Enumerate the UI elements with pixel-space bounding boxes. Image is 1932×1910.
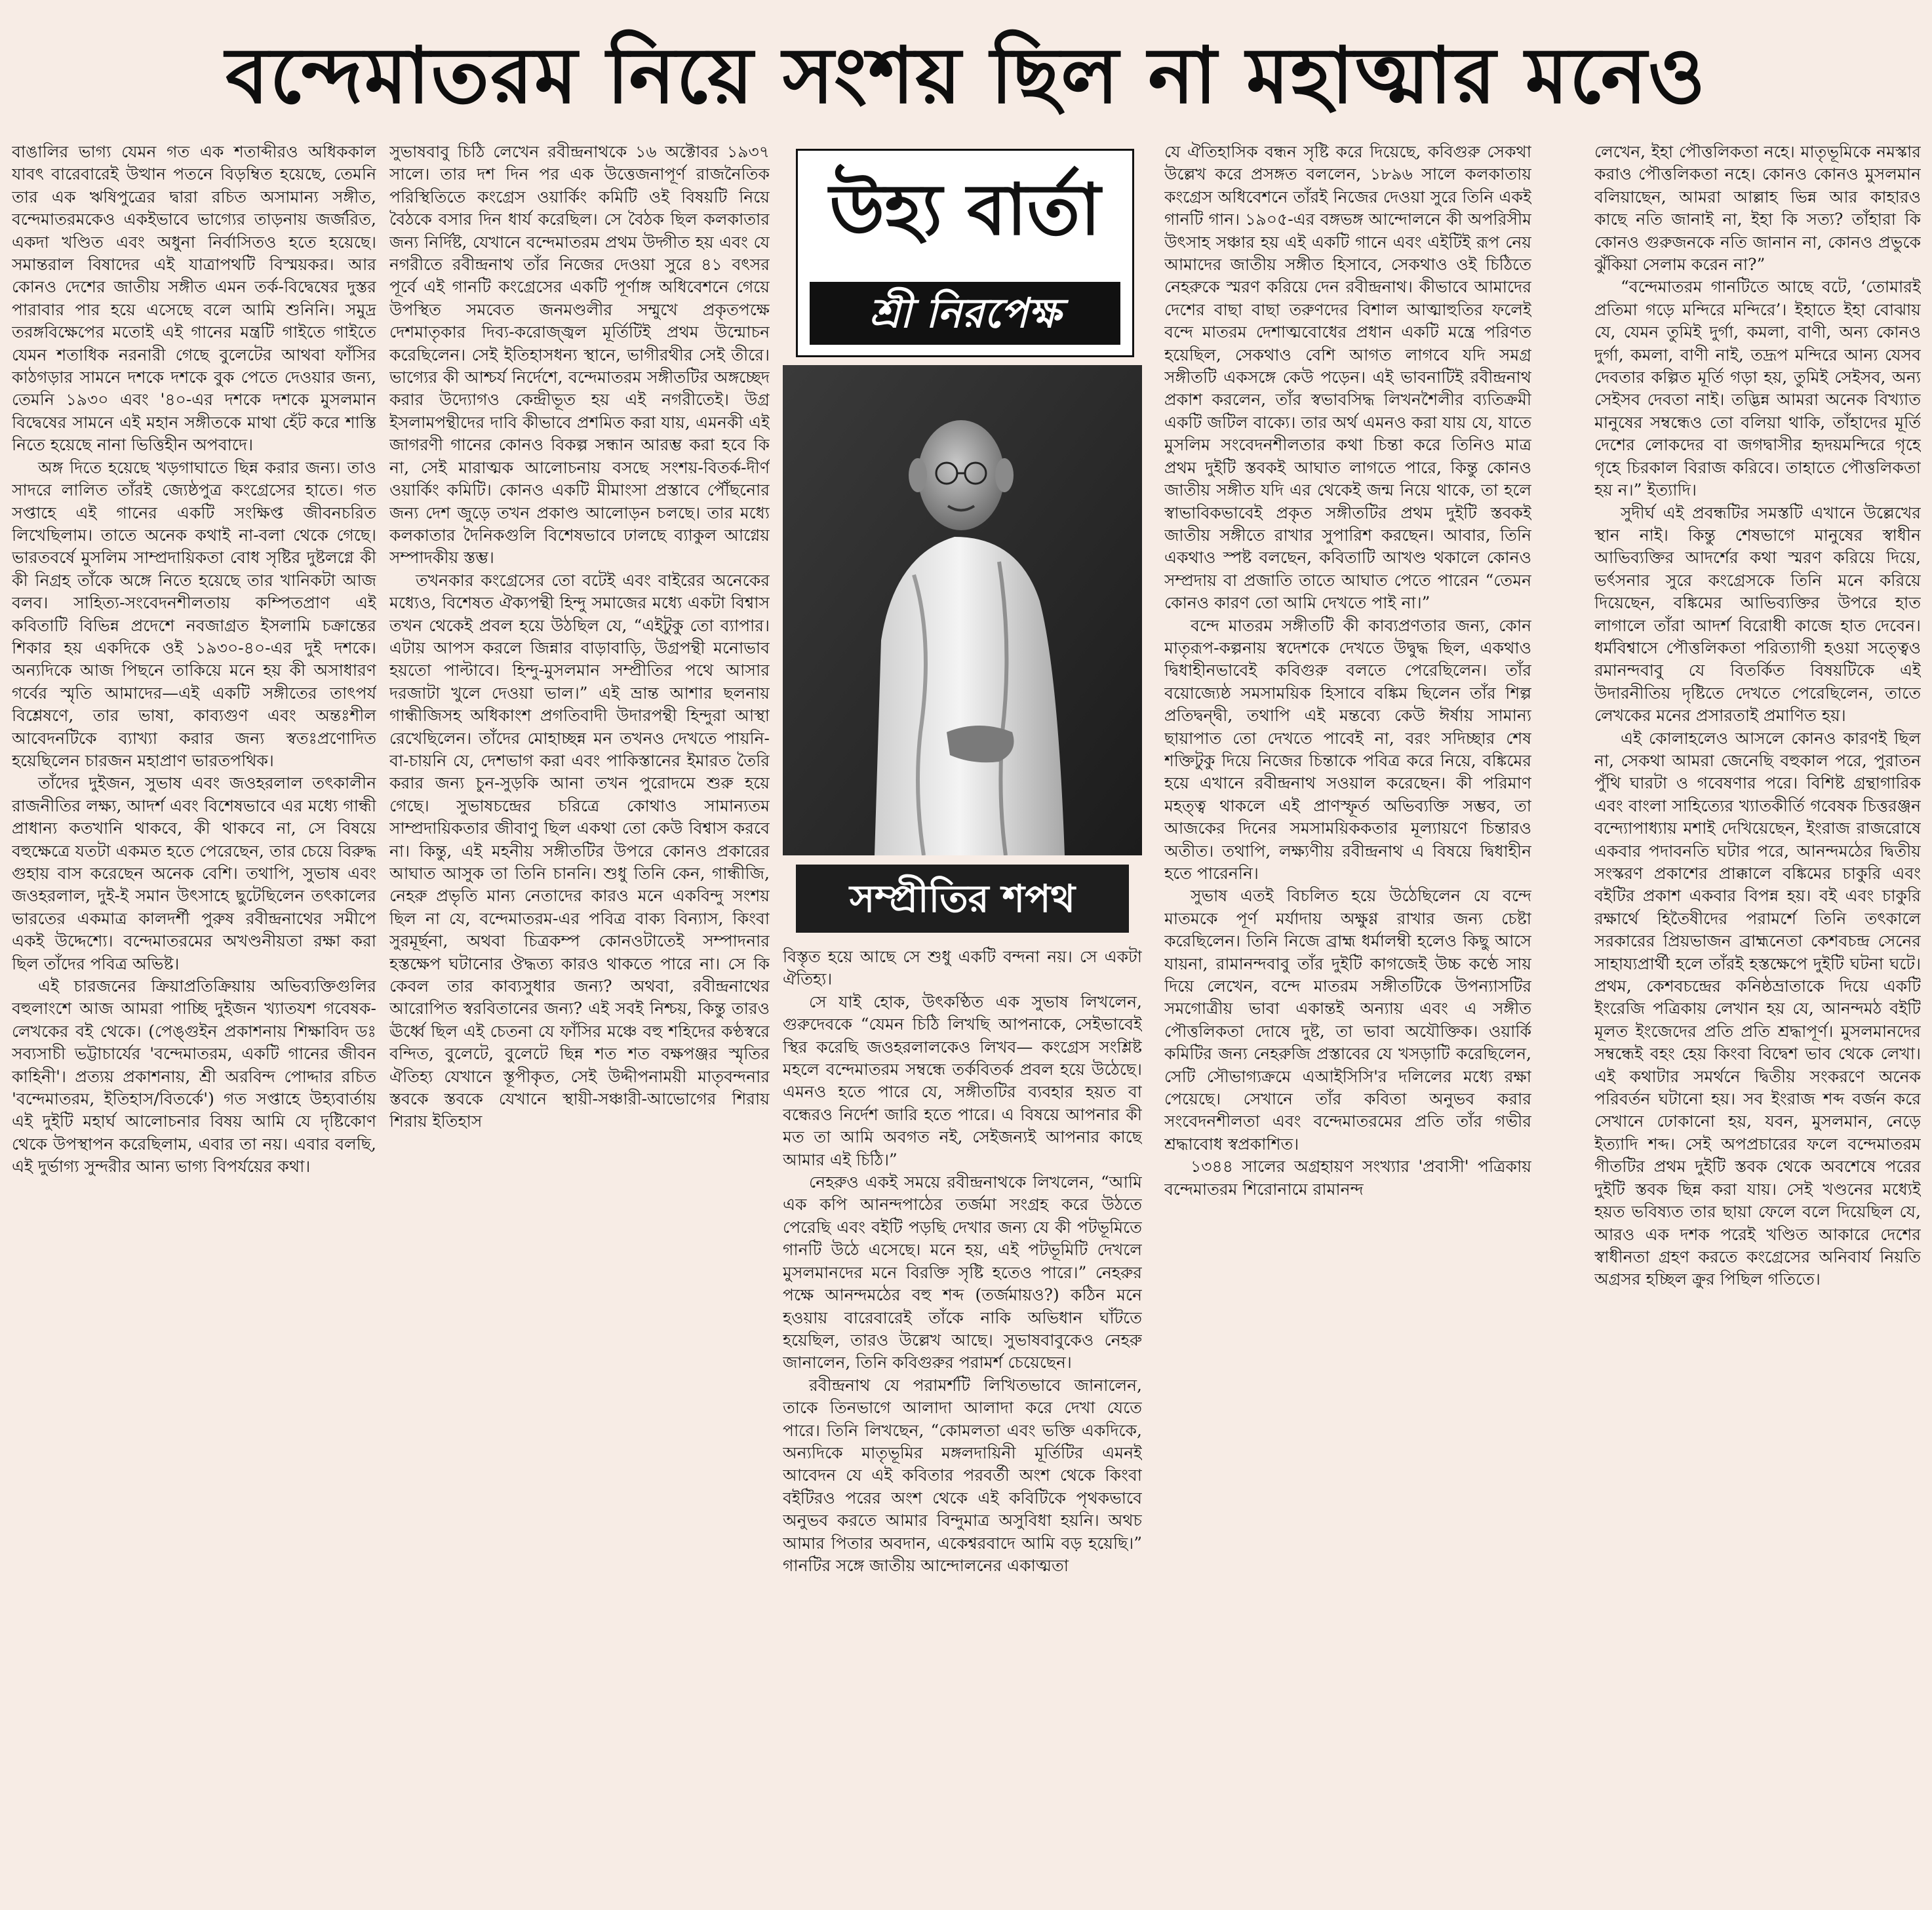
paragraph: লেখেন, ইহা পৌত্তলিকতা নহে। মাতৃভূমিকে নমস্কার করাও পৌত্তলিকতা নহে। কোনও কোনও মুসলমান বলিয়াছেন, আমরা আল্লাহ ভিন্ন আর কাহারও কাছে নতি জানাই না, ইহা কি সত্য? তাঁহারা কি কোনও গুরুজনকে নতি জানান না, কোনও প্রভুকে ঝুঁকিয়া সেলাম করেন না?” [1594,142,1921,275]
paragraph: রবীন্দ্রনাথ যে পরামর্শটি লিখিতভাবে জানালেন, তাকে তিনভাগে আলাদা আলাদা করে দেখা যেতে পারে। তিনি লিখছেন, “কোমলতা এবং ভক্তি একদিকে, অন্যদিকে মাতৃভূমির মঙ্গলদায়িনী মূর্তিটির এমনই আবেদন যে এই কবিতার পরবর্তী অংশ থেকে কিংবা বইটিরও পরের অংশ থেকে এই কবিটিকে পৃথকভাবে অনুভব করতে আমার বিন্দুমাত্র অসুবিধা হয়নি। অথচ আমার পিতার অবদান, একেশ্বরবাদে আমি বড় হয়েছি।” গানটির সঙ্গে জাতীয় আন্দোলনের একাত্মতা [783,1375,1142,1575]
article-column-2 [389,141,770,1898]
paragraph: ১৩৪৪ সালের অগ্রহায়ণ সংখ্যার 'প্রবাসী' পত্রিকায় বন্দেমাতরম শিরোনামে রামানন্দ [1164,1157,1531,1199]
column-title: উহ্য বার্তা [829,169,1101,251]
paragraph: বিস্তৃত হয়ে আছে সে শুধু একটি বন্দনা নয়। সে একটা ঐতিহ্য। [783,947,1142,989]
paragraph: এই চারজনের ক্রিয়াপ্রতিক্রিয়ায় অভিব্যক্তিগুলির বহুলাংশে আজ আমরা পাচ্ছি দুইজন খ্যাতযশ গবেষক-লেখকের বই থেকে। (পেঙ্গুইন প্রকাশনায় শিক্ষাবিদ ডঃ সব্যসাচী ভট্টাচার্যের 'বন্দেমাতরম, একটি গানের জীবন কাহিনী'। প্রত্যয় প্রকাশনায়, শ্রী অরবিন্দ পোদ্দার রচিত 'বন্দেমাতরম, ইতিহাস/বিতর্কে') গত সপ্তাহে উহ্যবার্তায় এই দুইটি মহার্ঘ আলোচনার বিষয় আমি যে দৃষ্টিকোণ থেকে উপস্থাপন করেছিলাম, এবার তা নয়। এবার বলছি, এই দুর্ভাগ্য সুন্দরীর আন্য ভাগ্য বিপর্যয়ের কথা। [12,977,376,1177]
paragraph: যে ঐতিহাসিক বন্ধন সৃষ্টি করে দিয়েছে, কবিগুরু সেকথা উল্লেখ করে প্রসঙ্গত বললেন, ১৮৯৬ সালে কলকাতায় কংগ্রেস অধিবেশনে তাঁরই নিজের দেওয়া সুরে তিনি একই গানটি গান। ১৯০৫-এর বঙ্গভঙ্গ আন্দোলনে কী অপরিসীম উৎসাহ সঞ্চার হয় এই একটি গানে এবং এইটিই রূপ নেয় আমাদের জাতীয় সঙ্গীত হিসাবে, সেকথাও ওই চিঠিতে নেহরুকে স্মরণ করিয়ে দেন রবীন্দ্রনাথ। কীভাবে আমাদের দেশের বাছা বাছা তরুণদের বিশাল আত্মাহুতির ফলেই বন্দে মাতরম দেশাত্মবোধের প্রধান একটি মন্ত্রে পরিণত হয়েছিল, সেকথাও বেশি আগত লাগবে যদি সমগ্র সঙ্গীতটি একসঙ্গে কেউ পড়েন। এই ভাবনাটিই রবীন্দ্রনাথ প্রকাশ করলেন, তাঁর স্বভাবসিদ্ধ লিখনশৈলীর ব্যতিক্রমী একটি জটিল বাক্যে। তার অর্থ এমনও করা যায় যে, যাতে মুসলিম সংবেদনশীলতার কথা চিন্তা করে তিনিও মাত্র প্রথম দুইটি স্তবকই আঘাত লাগতে পারে, কিন্তু কোনও জাতীয় সঙ্গীত যদি এর থেকেই জন্ম নিয়ে থাকে, তা হলে স্বাভাবিকভাবেই প্রকৃত সঙ্গীতটির প্রথম দুইটি স্তবকই জাতীয় সঙ্গীতে রাখার সুপারিশ করছেন। আবার, তিনি একথাও স্পষ্ট বলছেন, কবিতাটি আখণ্ড থকালে কোনও সম্প্রদায় বা প্রজাতি তাতে আঘাত পেতে পারেন “তেমন কোনও কারণ তো আমি দেখতে পাই না।” [1164,142,1531,613]
paragraph: সুভাষ এতই বিচলিত হয়ে উঠেছিলেন যে বন্দে মাতমকে পূর্ণ মর্যাদায় অক্ষুণ্ণ রাখার জন্য চেষ্টা করেছিলেন। তিনি নিজে ব্রাহ্ম ধর্মালম্বী হলেও কিছু আসে যায়না, রামানন্দবাবু তাঁর দুইটি কাগজেই উচ্চ কণ্ঠে সায় দিয়ে লেখেন, বন্দে মাতরম সঙ্গীতটিকে উপন্যাসটির সমগোত্রীয় ভাবা একান্তই অন্যায় এবং এ সঙ্গীত পৌত্তলিকতা দোষে দুষ্ট, তা ভাবা অযৌক্তিক। ওয়ার্কি কমিটির জন্য নেহরুজি প্রস্তাবের যে খসড়াটি করেছিলেন, সেটি সৌভাগ্যক্রমে এআইসিসি'র দলিলের মধ্যে রক্ষা পেয়েছে। সেখানে তাঁর কবিতা অনুভব করার সংবেদনশীলতা এবং বন্দেমাতরমের প্রতি তাঁর গভীর শ্রদ্ধাবোধ স্বপ্রকাশিত। [1164,886,1531,1154]
paragraph: সুভাষবাবু চিঠি লেখেন রবীন্দ্রনাথকে ১৬ অক্টোবর ১৯৩৭ সালে। তার দশ দিন পর এক উত্তেজনাপূর্ণ রাজনৈতিক পরিস্থিতিতে কংগ্রেস ওয়ার্কিং কমিটি ওই বিষয়টি নিয়ে বৈঠকে বসার দিন ধার্য করেছিল। সে বৈঠক ছিল কলকাতার জন্য নির্দিষ্ট, যেখানে বন্দেমাতরম প্রথম উদ্গীত হয় এবং যে নগরীতে রবীন্দ্রনাথ তাঁর নিজের দেওয়া সুরে ৪১ বৎসর পূর্বে এই গানটি কংগ্রেসের একটি পূর্ণাঙ্গ অধিবেশনে গেয়ে উপস্থিত সমবেত জনমণ্ডলীর সম্মুখে প্রকৃতপক্ষে দেশমাতৃকার দিব্য-করোজ্জ্বল মূর্তিটিই প্রথম উন্মোচন করেছিলেন। সেই ইতিহাসধন্য স্থানে, ভাগীরথীর সেই তীরে। ভাগ্যের কী আশ্চর্য নির্দেশে, বন্দেমাতরম সঙ্গীতটির অঙ্গচ্ছেদ করার উদ্যোগও কেন্দ্রীভূত হয় এই নগরীতেই। উগ্র ইসলামপন্থীদের দাবি কীভাবে প্রশমিত করা যায়, এমনকী এই জাগরণী গানের কোনও বিকল্প সন্ধান আরম্ভ করা হবে কি না, সেই মারাত্মক আলোচনায় বসছে সংশয়-বিতর্ক-দীর্ণ ওয়ার্কিং কমিটি। কোনও একটি মীমাংসা প্রস্তাবে পৌঁছনোর জন্য দেশ জুড়ে তখন প্রকাণ্ড আলোড়ন চলছে। তার মধ্যে কলকাতার দৈনিকগুলি বিশেষভাবে ঢালছে ব্যাকুল আগ্নেয় সম্পাদকীয় স্তম্ভ। [389,142,770,568]
column-author: শ্রী নিরপেক্ষ [810,282,1120,345]
portrait-illustration [783,365,1142,855]
article-column-1 [12,141,376,1898]
photo-caption: সম্প্রীতির শপথ [796,865,1129,933]
paragraph: সুদীর্ঘ এই প্রবন্ধটির সমস্তটি এখানে উল্লেখের স্থান নাই। কিন্তু শেষভাগে মানুষের স্বাধীন আভিব্যক্তির আদর্শের কথা স্মরণ করিয়ে দিয়ে, ভর্ৎসনার সুরে কংগ্রেসকে তিনি মনে করিয়ে দিয়েছেন, বঙ্কিমের আভিব্যক্তির উপরে হাত লাগালে তাঁরা আদর্শ বিরোধী কাজে হাত দেবেন। ধর্মবিশ্বাসে পৌত্তলিকতা পরিত্যাগী হওয়া সত্ত্বেও রমানন্দবাবু যে বিতর্কিত বিষয়টিকে এই উদারনীতিয় দৃষ্টিতে দেখতে পেরেছিলেন, তাতে লেখকের মনের প্রসারতাই প্রমাণিত হয়। [1594,503,1921,726]
article-column-4 [1164,141,1531,1898]
paragraph: নেহরুও একই সময়ে রবীন্দ্রনাথকে লিখলেন, “আমি এক কপি আনন্দপাঠের তর্জমা সংগ্রহ করে উঠতে পেরেছি এবং বইটি পড়ছি দেখার জন্য যে কী পটভূমিতে গানটি উঠে এসেছে। মনে হয়, এই পটভূমিটি দেখলে মুসলমানদের মনে বিরক্তি সৃষ্টি হতেও পারে।” নেহরুর পক্ষে আনন্দমঠের বহু শব্দ (তর্জমায়ও?) কঠিন মনে হওয়ায় বারেবারেই তাঁকে নাকি অভিধান ঘাঁটতে হয়েছিল, তারও উল্লেখ আছে। সুভাষবাবুকেও নেহরু জানালেন, তিনি কবিগুরুর পরামর্শ চেয়েছেন। [783,1173,1142,1373]
paragraph: এই কোলাহলেও আসলে কোনও কারণই ছিল না, সেকথা আমরা জেনেছি বহুকাল পরে, পুরাতন পুঁথি ঘারটা ও গবেষণার পরে। বিশিষ্ট গ্রন্থাগারিক এবং বাংলা সাহিত্যের খ্যাতকীর্তি গবেষক চিত্তরঞ্জন বন্দ্যোপাধ্যায় মশাই দেখিয়েছেন, ইংরাজ রাজরোষে একবার পদাবনতি ঘটার পরে, আনন্দমঠের দ্বিতীয় সংস্করণ প্রকাশের প্রাক্কালে বঙ্কিমের চাকুরি এবং বইটির প্রকাশ একবার বিপন্ন হয়। বই এবং চাকুরি রক্ষার্থে হিতৈষীদের পরামর্শে তিনি তৎকালে সরকারের প্রিয়ভাজন ব্রাহ্মনেতা কেশবচন্দ্র সেনের সাহায্যপ্রার্থী হলে তাঁরই হস্তক্ষেপে দুইটি ঘটনা ঘটে। প্রথম, কেশবচন্দ্রের কনিষ্ঠভ্রাতাকে দিয়ে একটি ইংরেজি পত্রিকায় লেখান হয় যে, আনন্দমঠ বইটি মূলত ইংজেদের প্রতি প্রতি শ্রদ্ধাপূর্ণ। মুসলমানদের সম্বন্ধেই বহং হেয় কিংবা বিদ্বেশ ভাব থেকে লেখা। এই কথাটার সমর্থনে দ্বিতীয় সংকরণে অনেক পরিবর্তন ঘটানো হয়। সব ইংরাজ শব্দ বর্জন করে সেখানে ঢোকানো হয়, যবন, মুসলমান, নেড়ে ইত্যাদি শব্দ। সেই অপপ্রচারের ফলে বন্দেমাতরম গীতটির প্রথম দুইটি স্তবক থেকে অবশেষে পরের দুইটি স্তবক ছিন্ন করা যায়। সেই খণ্ডনের মধ্যেই হয়ত ভবিষ্যত তার ছায়া ফেলে বলে দিয়েছিল যে, আরও এক দশক পরেই খণ্ডিত আকারে দেশের স্বাধীনতা গ্রহণ করতে কংগ্রেসের অনিবার্য নিয়তি অগ্রসর হচ্ছিল ক্রুর পিছিল গতিতে। [1594,728,1921,1289]
portrait-photo [783,365,1142,855]
column-masthead [796,149,1134,357]
center-column [783,141,1142,1898]
paragraph: বন্দে মাতরম সঙ্গীতটি কী কাব্যপ্রণতার জন্য, কোন মাতৃরূপ-কল্পনায় স্বদেশকে দেখতে উদ্বুদ্ধ ছিল, একথাও দ্বিধাহীনভাবেই কবিগুরু বলতে পেরেছিলেন। তাঁর বয়োজ্যেষ্ঠ সমসাময়িক হিসাবে বঙ্কিম ছিলেন তাঁর শিল্প প্রতিদ্বন্দ্বী, তথাপি এই মন্তব্যে কেউ ঈর্ষায় সামান্য ছায়াপাত তো দেখতে পাবেই না, বরং সদিচ্ছার শেষ শক্তিটুকু দিয়ে নিজের চিন্তাকে পবিত্র করে নিয়ে, বঙ্কিমের হয়ে এখানে রবীন্দ্রনাথ সওয়াল করেছেন। কী পরিমাণ মহত্ত্ব থাকলে এই প্রাণস্ফূর্ত অভিব্যক্তি সম্ভব, তা আজকের দিনের সমসাময়িককতার মূল্যায়ণে চিন্তারও অতীত। তথাপি, লক্ষ্যণীয় রবীন্দ্রনাথ এ বিষয়ে দ্বিধাহীন হতে পারেননি। [1164,615,1531,883]
article-column-3 [783,946,1142,1898]
article-column-5 [1594,141,1921,1898]
paragraph: সে যাই হোক, উৎকণ্ঠিত এক সুভাষ লিখলেন, গুরুদেবকে “যেমন চিঠি লিখছি আপনাকে, সেইভাবেই স্থির করেছি জওহরলালকেও লিখব— কংগ্রেস সংশ্লিষ্ট মহলে বন্দেমাতরম সম্বন্ধে তর্কবিতর্ক প্রবল হয়ে উঠেছে। এমনও হতে পারে যে, সঙ্গীতটির ব্যবহার হয়ত বা বন্ধেরও নির্দেশ জারি হতে পারে। এ বিষয়ে আপনার কী মত তা আমি অবগত নই, সেইজন্যই আপনার কাছে আমার এই চিঠি।” [783,992,1142,1169]
paragraph: তখনকার কংগ্রেসের তো বটেই এবং বাইরের অনেকের মধ্যেও, বিশেষত ঐক্যপন্থী হিন্দু সমাজের মধ্যে একটা বিশ্বাস তখন থেকেই প্রবল হয়ে উঠছিল যে, “এইটুকু তো ব্যাপার। এটায় আপস করলে জিন্নার বাড়াবাড়ি, উগ্রপন্থী মনোভাব হয়তো পাল্টাবে। হিন্দু-মুসলমান সম্প্রীতির পথে আসার দরজাটা খুলে দেওয়া ভাল।” এই ভ্রান্ত আশার ছলনায় গান্ধীজিসহ অধিকাংশ প্রগতিবাদী উদারপন্থী হিন্দুরা আস্থা রেখেছিলেন। তাঁদের মোহাচ্ছন্ন মন তখনও দেখতে পায়নি-বা-চায়নি যে, দেশভাগ করা এবং পাকিস্তানের ইমারত তৈরি করার জন্য চুন-সুড়কি আনা তখন পুরোদমে শুরু হয়ে গেছে। সুভাষচন্দ্রের চরিত্রে কোথাও সামান্যতম সাম্প্রদায়িকতার জীবাণু ছিল একথা তো কেউ বিশ্বাস করবে না। কিন্তু, এই মহনীয় সঙ্গীতটির উপরে কোনও প্রকারের আঘাত আসুক তা তিনি চাননি। শুধু তিনি কেন, গান্ধীজি, নেহরু প্রভৃতি মান্য নেতাদের কারও মনে একবিন্দু সংশয় ছিল না যে, বন্দেমাতরম-এর পবিত্র বাক্য বিন্যাস, কিংবা সুরমূর্ছনা, অথবা চিত্রকম্প কোনওটাতেই সম্পাদনার হস্তক্ষেপ ঘটানোর ঔদ্ধত্য কারও থাকতে পারে না। সে কি কেবল তার কাব্যসুধার জন্য? অথবা, রবীন্দ্রনাথের আরোপিত স্বরবিতানের জন্য? এই সবই নিশ্চয়, কিন্তু তারও ঊর্ধ্বে ছিল এই চেতনা যে ফাঁসির মঞ্চে বহু শহিদের কণ্ঠস্বরে বন্দিত, বুলেটে, বুলেটে ছিন্ন শত শত বক্ষপঞ্জর স্মৃতির ঐতিহ্য যেখানে স্তূপীকৃত, সেই উদ্দীপনাময়ী মাতৃবন্দনার স্তবকে স্তবকে যেখানে স্থায়ী-সঞ্চারী-আভোগের শিরায় শিরায় ইতিহাস [389,570,770,1131]
paragraph: অঙ্গ দিতে হয়েছে খড়গাঘাতে ছিন্ন করার জন্য। তাও সাদরে লালিত তাঁরই জ্যেষ্ঠপুত্র কংগ্রেসের হাতে। গত সপ্তাহে এই গানের একটি সংক্ষিপ্ত জীবনচরিত লিখেছিলাম। তাতে অনেক কথাই না-বলা থেকে গেছে। ভারতবর্ষে মুসলিম সাম্প্রদায়িকতা বোধ সৃষ্টির দুষ্টলগ্নে কী কী নিগ্রহ তাঁকে অঙ্গে নিতে হয়েছে তার খানিকটা আজ বলব। সাহিত্য-সংবেদনশীলতায় কম্পিতপ্রাণ এই কবিতাটি বিভিন্ন প্রদেশে নবজাগ্রত ইসলামি চক্রান্তের শিকার হয় একদিকে ওই ১৯৩০-৪০-এর দুই দশকে। অন্যদিকে আজ পিছনে তাকিয়ে মনে হয় কী অসাধারণ গর্বের স্মৃতি আমাদের—এই একটি সঙ্গীতের তাৎপর্য বিশ্লেষণে, তার ভাষা, কাব্যগুণ এবং অন্তঃশীল আবেদনটিকে ব্যাখ্যা করার জন্য স্বতঃপ্রণোদিত হয়েছিলেন চারজন মহাপ্রাণ ভারতপথিক। [12,458,376,770]
headline: বন্দেমাতরম নিয়ে সংশয় ছিল না মহাত্মার মনেও [226,30,1706,121]
paragraph: বাঙালির ভাগ্য যেমন গত এক শতাব্দীরও অধিককাল যাবৎ বারেবারেই উত্থান পতনে বিড়ম্বিত হয়েছে, তেমনি তার এক ঋষিপুত্রের দ্বারা রচিত অসামান্য সঙ্গীত, বন্দেমাতরমকেও একইভাবে ভাগ্যের তাড়নায় জর্জরিত, একদা খণ্ডিত এবং অধুনা নির্বাসিতও হতে হয়েছে। সমান্তরাল বিষাদের এই যাত্রাপথটি বিস্ময়কর। আর কোনও দেশের জাতীয় সঙ্গীত এমন তর্ক-বিদ্বেষের দুস্তর পারাবার পার হয়ে এসেছে বলে আমি শুনিনি। সমুদ্র তরঙ্গবিক্ষেপের মতোই এই গানের মন্ত্রটি গাইতে গাইতে যেমন শতাধিক নরনারী গেছে বুলেটের আথবা ফাঁসির কাঠগড়ার সামনে দশকে দশকে বুক পেতে দেওয়ার জন্য, তেমনি ১৯৩০ এবং '৪০-এর দশকে দশকে মুসলমান বিদ্বেষের সামনে এই মহান সঙ্গীতকে মাথা হেঁট করে শাস্তি নিতে হয়েছে নানা ভিত্তিহীন অপবাদে। [12,142,376,455]
paragraph: তাঁদের দুইজন, সুভাষ এবং জওহরলাল তৎকালীন রাজনীতির লক্ষ্য, আদর্শ এবং বিশেষভাবে এর মধ্যে গান্ধী প্রাধান্য কতখানি থাকবে, কী থাকবে না, সে বিষয়ে বহুক্ষেত্রে যতটা একমত হতে পেরেছেন, তার চেয়ে বিরুদ্ধ গুহায় বাস করেছেন অনেক বেশি। তথাপি, সুভাষ এবং জওহরলাল, দুই-ই সমান উৎসাহে ছুটেছিলেন তৎকালের ভারতের একমাত্র কালদর্শী পুরুষ রবীন্দ্রনাথের সমীপে একই উদ্দেশ্যে। বন্দেমাতরমের অখণ্ডনীয়তা রক্ষা করা ছিল তাঁদের পবিত্র অভিষ্ট। [12,773,376,973]
paragraph: “বন্দেমাতরম গানটিতে আছে বটে, ‘তোমারই প্রতিমা গড়ে মন্দিরে মন্দিরে’। ইহাতে ইহা বোঝায় যে, যেমন তুমিই দুর্গা, কমলা, বাণী, অন্য কোনও দুর্গা, কমলা, বাণী নাই, তদ্রূপ মন্দিরে আন্য যেসব দেবতার কল্পিত মূর্তি গড়া হয়, তুমিই সেইসব, অন্য সেইসব দেবতা নাই। তদ্ভিন্ন আমরা অনেক বিখ্যাত মানুষের সম্বন্ধেও তো বলিয়া থাকি, তাঁহাদের মূর্তি দেশের লোকদের বা জগদ্বাসীর হৃদয়মন্দিরে গৃহে গৃহে চিরকাল বিরাজ করিবে। তাহাতে পৌত্তলিকতা হয় ন।” ইত্যাদি। [1594,277,1921,500]
